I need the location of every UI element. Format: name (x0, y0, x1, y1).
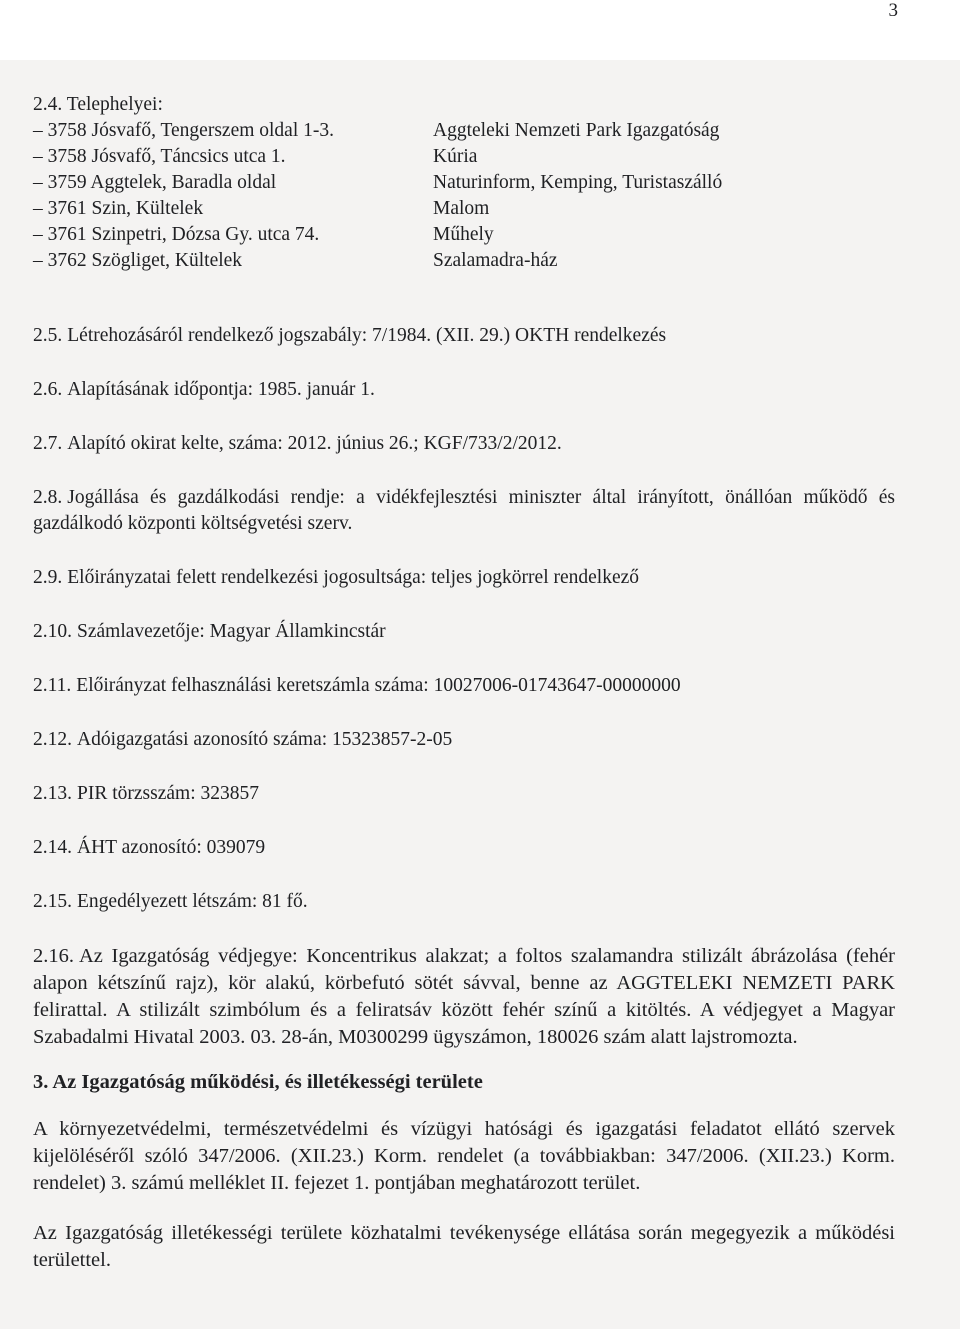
item-number: 2.7. (33, 433, 63, 454)
site-row (33, 118, 895, 144)
item-text: Számlavezetője: Magyar Államkincstár (77, 621, 386, 642)
site-name: Műhely (433, 224, 494, 245)
site-address: – 3762 Szögliget, Kültelek (33, 250, 243, 271)
site-address: – 3758 Jósvafő, Táncsics utca 1. (33, 146, 286, 167)
item-2-11 (33, 673, 895, 699)
item-text: Adóigazgatási azonosító száma: 15323857-2-05 (77, 729, 453, 750)
site-name: Naturinform, Kemping, Turistaszálló (433, 172, 723, 193)
item-2-14 (33, 835, 895, 861)
item-2-8 (33, 485, 895, 537)
section-3-paragraph-1: A környezetvédelmi, természetvédelmi és vízügyi hatósági és igazgatási feladatot ellátó szervek kijelöléséről szóló 347/2006. (XII.23.) Korm. rendelet (a továbbiakban: 347/2006. (XII.23.) Korm. rendelet) 3. számú melléklet II. fejezet 1. pontjában meghatározott terület. (33, 1118, 895, 1194)
site-row (33, 170, 895, 196)
item-text: Létrehozásáról rendelkező jogszabály: 7/1984. (XII. 29.) OKTH rendelkezés (67, 325, 667, 346)
item-text: Előirányzatai felett rendelkezési jogosultsága: teljes jogkörrel rendelkező (67, 567, 640, 588)
item-number: 2.10. (33, 621, 72, 642)
item-2-13 (33, 781, 895, 807)
item-number: 2.16. (33, 945, 74, 967)
section-3-heading: 3. Az Igazgatóság működési, és illetékességi területe (33, 1071, 483, 1093)
item-text: Előirányzat felhasználási keretszámla száma: 10027006-01743647-00000000 (76, 675, 681, 696)
item-text: Alapításának időpontja: 1985. január 1. (67, 379, 375, 400)
item-number: 2.6. (33, 379, 63, 400)
site-row (33, 222, 895, 248)
item-text: Az Igazgatóság védjegye: Koncentrikus alakzat; a foltos szalamandra stilizált ábrázolása (fehér alapon kétszínű rajz), kör alakú, körbefutó sötét sávval, benne az AGGTELEKI NEMZETI PARK felirattal. A stilizált szimbólum és a feliratsáv között fehér színű a kitöltés. A védjegyet a Magyar Szabadalmi Hivatal 2003. 03. 28-án, M0300299 ügyszámon, 180026 szám alatt lajstromozta. (33, 945, 895, 1048)
item-number: 2.8. (33, 487, 63, 508)
item-2-16 (33, 943, 895, 1051)
item-2-5 (33, 323, 895, 349)
item-2-9 (33, 565, 895, 591)
site-address: – 3761 Szin, Kültelek (33, 198, 204, 219)
item-number: 2.9. (33, 567, 63, 588)
site-name: Szalamadra-ház (433, 250, 558, 271)
site-name: Kúria (433, 146, 478, 167)
item-number: 2.15. (33, 891, 72, 912)
item-number: 2.11. (33, 675, 72, 696)
site-name: Aggteleki Nemzeti Park Igazgatóság (433, 120, 720, 141)
sites-heading: 2.4. Telephelyei: (33, 94, 163, 115)
site-row (33, 248, 895, 274)
page-number: 3 (888, 0, 898, 21)
site-row (33, 196, 895, 222)
item-number: 2.14. (33, 837, 72, 858)
item-2-7 (33, 431, 895, 457)
item-number: 2.5. (33, 325, 63, 346)
item-number: 2.12. (33, 729, 72, 750)
item-2-15 (33, 889, 895, 915)
site-address: – 3761 Szinpetri, Dózsa Gy. utca 74. (33, 224, 320, 245)
item-text: Engedélyezett létszám: 81 fő. (77, 891, 308, 912)
item-text: PIR törzsszám: 323857 (77, 783, 259, 804)
item-text: ÁHT azonosító: 039079 (77, 837, 266, 858)
document-content (33, 92, 895, 1274)
item-number: 2.13. (33, 783, 72, 804)
item-2-10 (33, 619, 895, 645)
site-address: – 3758 Jósvafő, Tengerszem oldal 1-3. (33, 120, 335, 141)
page-top-margin (0, 0, 960, 60)
site-row (33, 144, 895, 170)
item-2-6 (33, 377, 895, 403)
section-3-paragraph-2: Az Igazgatóság illetékességi területe közhatalmi tevékenysége ellátása során megegyezik a működési területtel. (33, 1222, 895, 1271)
item-text: Alapító okirat kelte, száma: 2012. június 26.; KGF/733/2/2012. (67, 433, 562, 454)
item-2-12 (33, 727, 895, 753)
item-text: Jogállása és gazdálkodási rendje: a vidékfejlesztési miniszter által irányított, önállóan működő és gazdálkodó központi költségvetési szerv. (33, 487, 895, 534)
site-name: Malom (433, 198, 490, 219)
sites-section (33, 92, 895, 274)
site-address: – 3759 Aggtelek, Baradla oldal (33, 172, 277, 193)
